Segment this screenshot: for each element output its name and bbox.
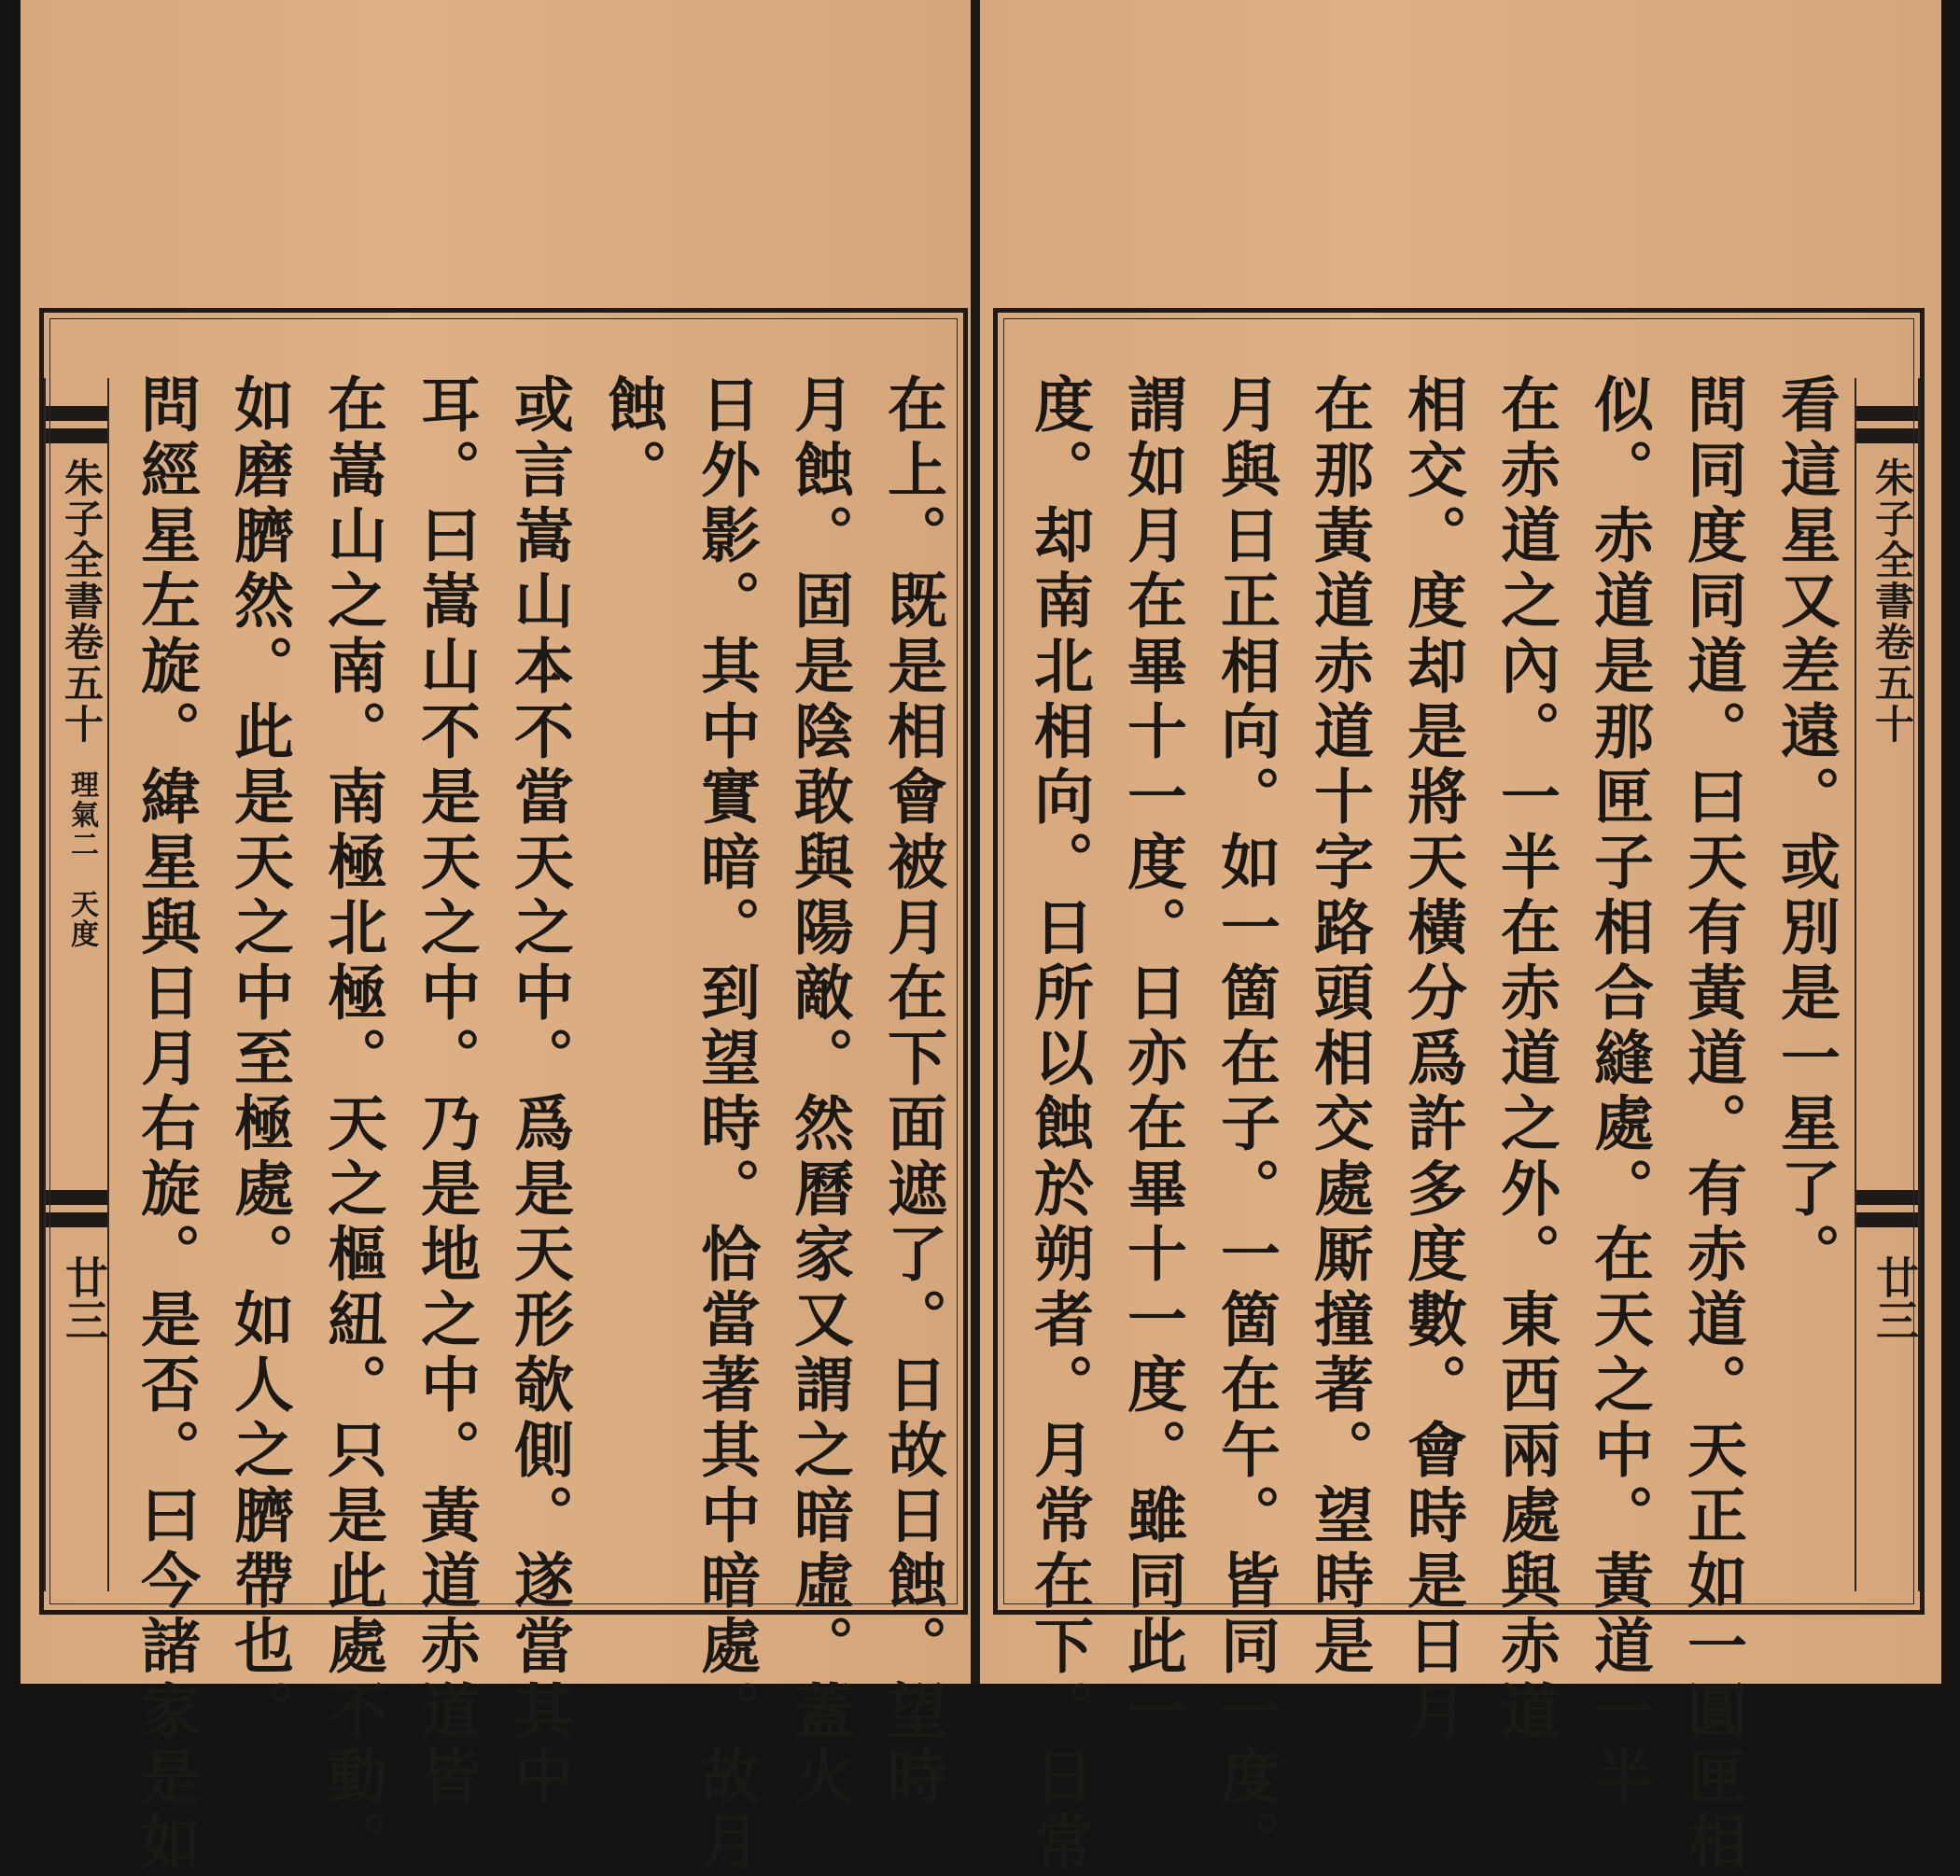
margin-folio-number: 廿三 (59, 1255, 109, 1341)
fish-tail-ornament-top (46, 406, 107, 443)
text-column-4: 蝕。 (597, 373, 667, 504)
margin-book-title: 朱子全書卷五十 (59, 457, 105, 745)
text-column-4: 在赤道之內。一半在赤道之外。東西兩處與赤道 (1491, 373, 1561, 1745)
margin-folio-number: 廿三 (1869, 1255, 1920, 1341)
fish-tail-ornament-bottom (1856, 1190, 1918, 1227)
right-page-frame (993, 308, 1925, 1876)
right-page (980, 0, 1941, 1876)
text-column-1: 看這星又差遠。或別是一星了。 (1771, 373, 1841, 1288)
text-column-1: 在上。既是相會被月在下面遮了。日故日蝕。望時 (877, 373, 947, 1811)
fish-tail-ornament-top (1856, 406, 1918, 443)
left-page-frame (39, 308, 968, 1876)
margin-section-title: 理氣二 天度 (65, 770, 98, 949)
left-page (21, 0, 971, 1876)
text-column-9: 問經星左旋。緯星與日月右旋。是否。曰今諸家是如 (131, 373, 201, 1876)
text-column-2: 問同度同道。曰天有黃道。有赤道。天正如一圓匣相 (1677, 373, 1747, 1876)
text-column-8: 謂如月在畢十一度。日亦在畢十一度。雖同此一 (1117, 373, 1187, 1745)
text-column-5: 相交。度却是將天橫分爲許多度數。會時是日月 (1397, 373, 1467, 1745)
text-column-5: 或言嵩山本不當天之中。爲是天形欹側。遂當其中 (504, 373, 574, 1811)
text-column-3: 日外影。其中實暗。到望時。恰當著其中暗處。故月 (691, 373, 761, 1876)
fish-tail-ornament-bottom (46, 1190, 107, 1227)
text-column-6: 在那黃道赤道十字路頭相交處厮撞著。望時是 (1304, 373, 1374, 1680)
text-column-8: 如磨臍然。此是天之中至極處。如人之臍帶也。 (224, 373, 294, 1745)
margin-book-title: 朱子全書卷五十 (1869, 457, 1915, 745)
text-column-3: 似。赤道是那匣子相合縫處。在天之中。黃道一半 (1584, 373, 1654, 1811)
text-column-9: 度。却南北相向。日所以蝕於朔者。月常在下。日常 (1024, 373, 1094, 1876)
left-page-margin (44, 378, 109, 1591)
text-column-7: 在嵩山之南。南極北極。天之樞紐。只是此處不動。 (317, 373, 387, 1876)
right-page-margin (1855, 378, 1920, 1591)
text-column-6: 耳。曰嵩山不是天之中。乃是地之中。黃道赤道皆 (411, 373, 481, 1811)
text-column-2: 月蝕。固是陰敢與陽敵。然曆家又謂之暗虛。蓋火 (784, 373, 854, 1811)
text-column-7: 月與日正相向。如一箇在子。一箇在午。皆同一度。 (1211, 373, 1281, 1876)
